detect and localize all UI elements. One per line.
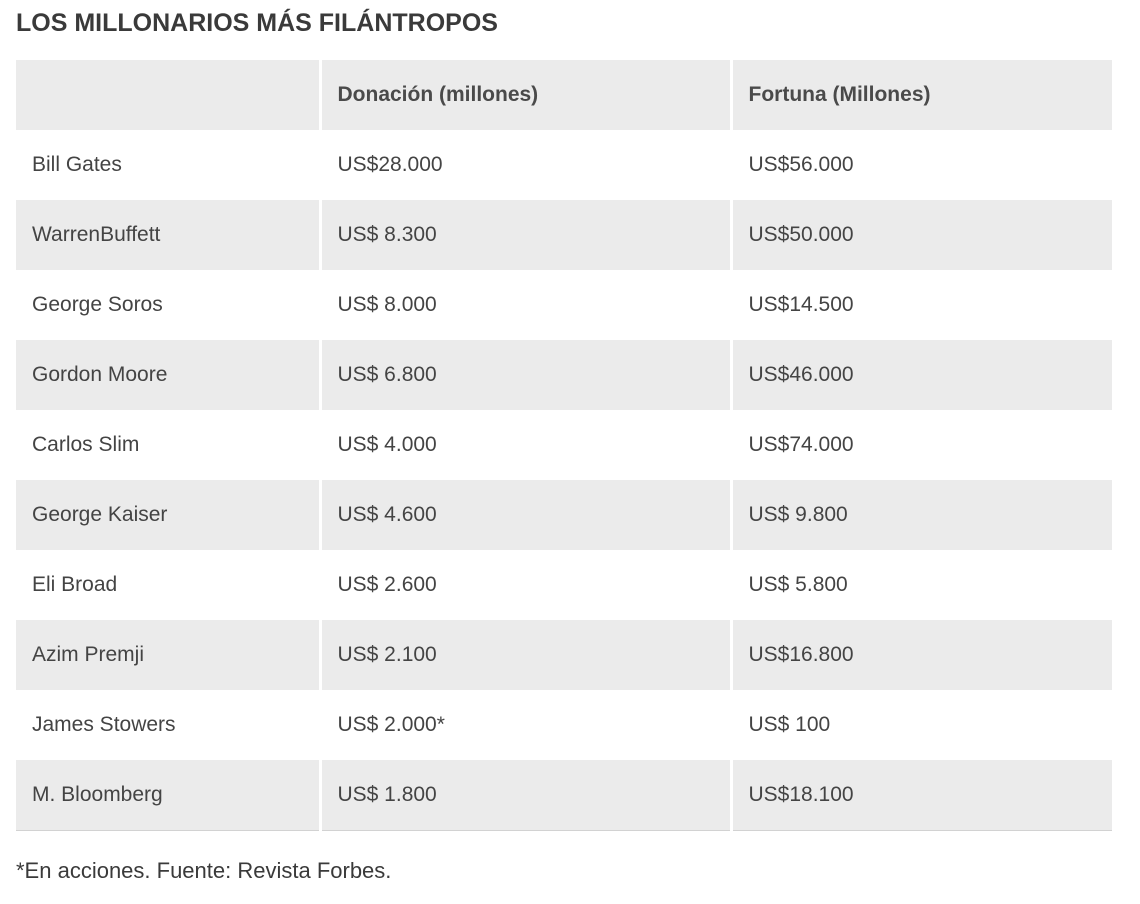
cell-name: M. Bloomberg [16,760,320,830]
cell-fortune: US$46.000 [731,340,1112,410]
cell-donation: US$ 4.000 [320,410,731,480]
cell-name: James Stowers [16,690,320,760]
cell-fortune: US$56.000 [731,130,1112,200]
column-header-fortune: Fortuna (Millones) [731,60,1112,130]
cell-donation: US$ 2.600 [320,550,731,620]
source-footnote: *En acciones. Fuente: Revista Forbes. [16,858,392,883]
cell-name: WarrenBuffett [16,200,320,270]
philanthropists-table [16,60,1112,831]
cell-donation: US$ 2.100 [320,620,731,690]
cell-name: George Kaiser [16,480,320,550]
cell-name: Bill Gates [16,130,320,200]
cell-name: George Soros [16,270,320,340]
table-row [16,410,1112,480]
cell-fortune: US$74.000 [731,410,1112,480]
table-row [16,550,1112,620]
cell-name: Eli Broad [16,550,320,620]
cell-fortune: US$50.000 [731,200,1112,270]
column-header-donation: Donación (millones) [320,60,731,130]
table-row [16,200,1112,270]
table-row [16,130,1112,200]
table-header-row [16,60,1112,130]
cell-fortune: US$14.500 [731,270,1112,340]
cell-donation: US$ 1.800 [320,760,731,830]
cell-donation: US$ 2.000* [320,690,731,760]
cell-fortune: US$ 9.800 [731,480,1112,550]
cell-name: Azim Premji [16,620,320,690]
table-row [16,760,1112,830]
page-title: LOS MILLONARIOS MÁS FILÁNTROPOS [16,9,498,37]
table-row [16,620,1112,690]
table-row [16,480,1112,550]
cell-donation: US$ 8.000 [320,270,731,340]
cell-fortune: US$ 100 [731,690,1112,760]
cell-donation: US$ 6.800 [320,340,731,410]
table-row [16,270,1112,340]
cell-fortune: US$ 5.800 [731,550,1112,620]
table-row [16,690,1112,760]
cell-donation: US$ 8.300 [320,200,731,270]
cell-fortune: US$18.100 [731,760,1112,830]
cell-donation: US$28.000 [320,130,731,200]
table-row [16,340,1112,410]
cell-name: Carlos Slim [16,410,320,480]
cell-donation: US$ 4.600 [320,480,731,550]
column-header-name [16,60,320,130]
cell-name: Gordon Moore [16,340,320,410]
cell-fortune: US$16.800 [731,620,1112,690]
